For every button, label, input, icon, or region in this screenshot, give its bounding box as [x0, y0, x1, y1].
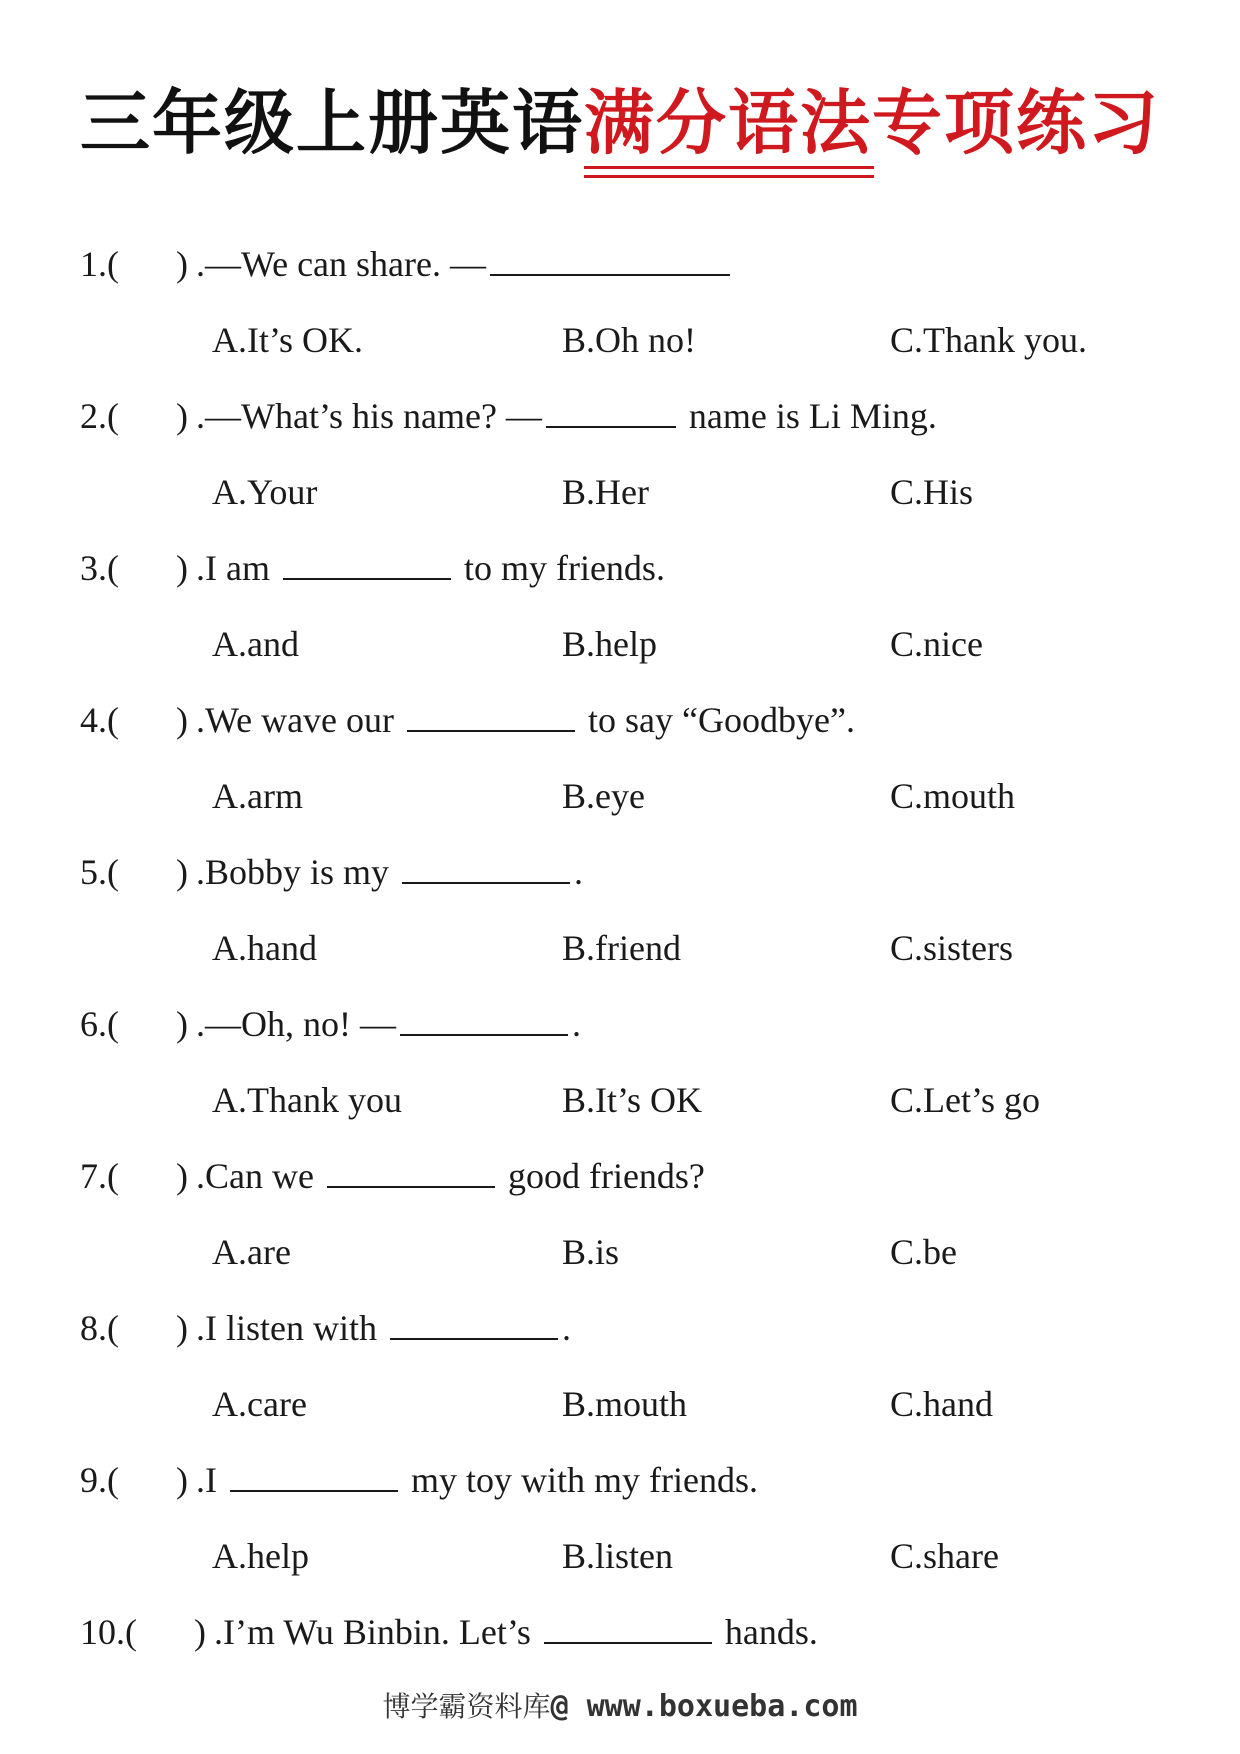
answer-blank[interactable]: [390, 1302, 558, 1340]
option-c: C.sisters: [890, 928, 1014, 968]
question-text-after: .: [572, 1004, 581, 1044]
option-c: C.be: [890, 1232, 957, 1272]
answer-blank[interactable]: [546, 390, 676, 428]
option-a: A.care: [212, 1384, 307, 1424]
question-text-before: .I am: [196, 548, 279, 588]
option-c: C.share: [890, 1536, 999, 1576]
option-b: B.Her: [562, 472, 649, 512]
question-1: [0, 234, 1240, 386]
question-10: [0, 1602, 1240, 1754]
option-a: A.are: [212, 1232, 291, 1272]
options-row: [0, 614, 1240, 674]
question-text-after: .: [561, 1308, 571, 1348]
watermark-footer: [0, 1685, 1240, 1725]
question-5: [0, 842, 1240, 994]
options-row: [0, 766, 1240, 826]
options-row: [0, 1526, 1240, 1586]
answer-blank[interactable]: [283, 542, 451, 580]
question-text-before: .Can we: [196, 1156, 323, 1196]
answer-blank[interactable]: [400, 998, 568, 1036]
answer-paren-close: ): [176, 1308, 188, 1348]
option-a: A.arm: [212, 776, 303, 816]
page-title: [0, 78, 1240, 168]
options-row: [0, 918, 1240, 978]
question-text-after: name is Li Ming.: [679, 396, 937, 436]
answer-paren-close: ): [176, 1460, 188, 1500]
question-9: [0, 1450, 1240, 1602]
question-text: [196, 690, 855, 750]
question-text: [196, 538, 665, 598]
option-c: C.hand: [890, 1384, 993, 1424]
footer-url: @ www.boxueba.com: [550, 1689, 858, 1724]
option-a: A.hand: [212, 928, 317, 968]
footer-site-name: 博学霸资料库: [382, 1690, 551, 1723]
question-text-before: .I: [196, 1460, 226, 1500]
question-text-before: .We wave our: [196, 700, 404, 740]
answer-paren-close: ): [176, 1004, 188, 1044]
question-text: [196, 1450, 758, 1510]
question-text-after: hands.: [715, 1612, 818, 1652]
option-a: A.It’s OK.: [212, 320, 363, 360]
title-part-2: 满分语法专项练习: [584, 78, 1160, 168]
option-c: C.nice: [890, 624, 983, 664]
answer-paren-close: ): [176, 1156, 188, 1196]
question-number: 9.(: [80, 1460, 119, 1500]
question-number: 3.(: [80, 548, 119, 588]
option-b: B.Oh no!: [562, 320, 696, 360]
question-2: [0, 386, 1240, 538]
options-row: [0, 1374, 1240, 1434]
question-number: 2.(: [80, 396, 119, 436]
question-text: [196, 1146, 705, 1206]
question-text: [196, 1298, 571, 1358]
question-text-after: good friends?: [498, 1156, 705, 1196]
answer-blank[interactable]: [402, 846, 570, 884]
question-text-after: .: [574, 852, 584, 892]
question-text-before: .Bobby is my: [196, 852, 399, 892]
option-b: B.listen: [562, 1536, 674, 1576]
question-text-after: my toy with my friends.: [402, 1460, 758, 1500]
answer-paren-close: ): [194, 1612, 206, 1652]
question-8: [0, 1298, 1240, 1450]
option-c: C.His: [890, 472, 974, 512]
options-row: [0, 1070, 1240, 1130]
option-c: C.Let’s go: [890, 1080, 1040, 1120]
question-6: [0, 994, 1240, 1146]
option-c: C.Thank you.: [890, 320, 1087, 360]
answer-paren-close: ): [176, 396, 188, 436]
question-text: [196, 234, 734, 294]
option-b: B.mouth: [562, 1384, 688, 1424]
question-text: [196, 386, 937, 446]
option-b: B.is: [562, 1232, 620, 1272]
option-a: A.Your: [212, 472, 318, 512]
question-4: [0, 690, 1240, 842]
question-text-after: to say “Goodbye”.: [579, 700, 855, 740]
title-part-1: 三年级上册英语: [80, 82, 584, 164]
question-number: 6.(: [80, 1004, 119, 1044]
option-b: B.help: [562, 624, 657, 664]
answer-blank[interactable]: [327, 1150, 495, 1188]
answer-paren-close: ): [176, 852, 188, 892]
question-7: [0, 1146, 1240, 1298]
option-b: B.friend: [562, 928, 681, 968]
question-number: 7.(: [80, 1156, 119, 1196]
answer-blank[interactable]: [230, 1454, 398, 1492]
option-a: A.and: [212, 624, 299, 664]
option-b: B.eye: [562, 776, 645, 816]
question-number: 4.(: [80, 700, 119, 740]
question-text-before: .—We can share. —: [196, 244, 486, 284]
answer-paren-close: ): [176, 244, 188, 284]
answer-blank[interactable]: [490, 238, 730, 276]
options-row: [0, 462, 1240, 522]
option-b: B.It’s OK: [562, 1080, 703, 1120]
question-text-before: .I listen with: [196, 1308, 386, 1348]
answer-blank[interactable]: [407, 694, 575, 732]
question-number: 10.(: [80, 1612, 137, 1652]
question-number: 1.(: [80, 244, 119, 284]
question-text-after: to my friends.: [454, 548, 665, 588]
answer-paren-close: ): [176, 548, 188, 588]
answer-blank[interactable]: [544, 1606, 712, 1644]
question-number: 8.(: [80, 1308, 119, 1348]
option-c: C.mouth: [890, 776, 1016, 816]
question-text-before: .—What’s his name? —: [196, 396, 542, 436]
question-text: [196, 842, 583, 902]
option-a: A.help: [212, 1536, 309, 1576]
question-number: 5.(: [80, 852, 119, 892]
answer-paren-close: ): [176, 700, 188, 740]
question-3: [0, 538, 1240, 690]
question-text-before: .—Oh, no! —: [196, 1004, 396, 1044]
options-row: [0, 1222, 1240, 1282]
question-text: [214, 1602, 818, 1662]
question-text-before: .I’m Wu Binbin. Let’s: [214, 1612, 540, 1652]
options-row: [0, 310, 1240, 370]
question-list: [0, 234, 1240, 1754]
question-text: [196, 994, 581, 1054]
option-a: A.Thank you: [212, 1080, 402, 1120]
